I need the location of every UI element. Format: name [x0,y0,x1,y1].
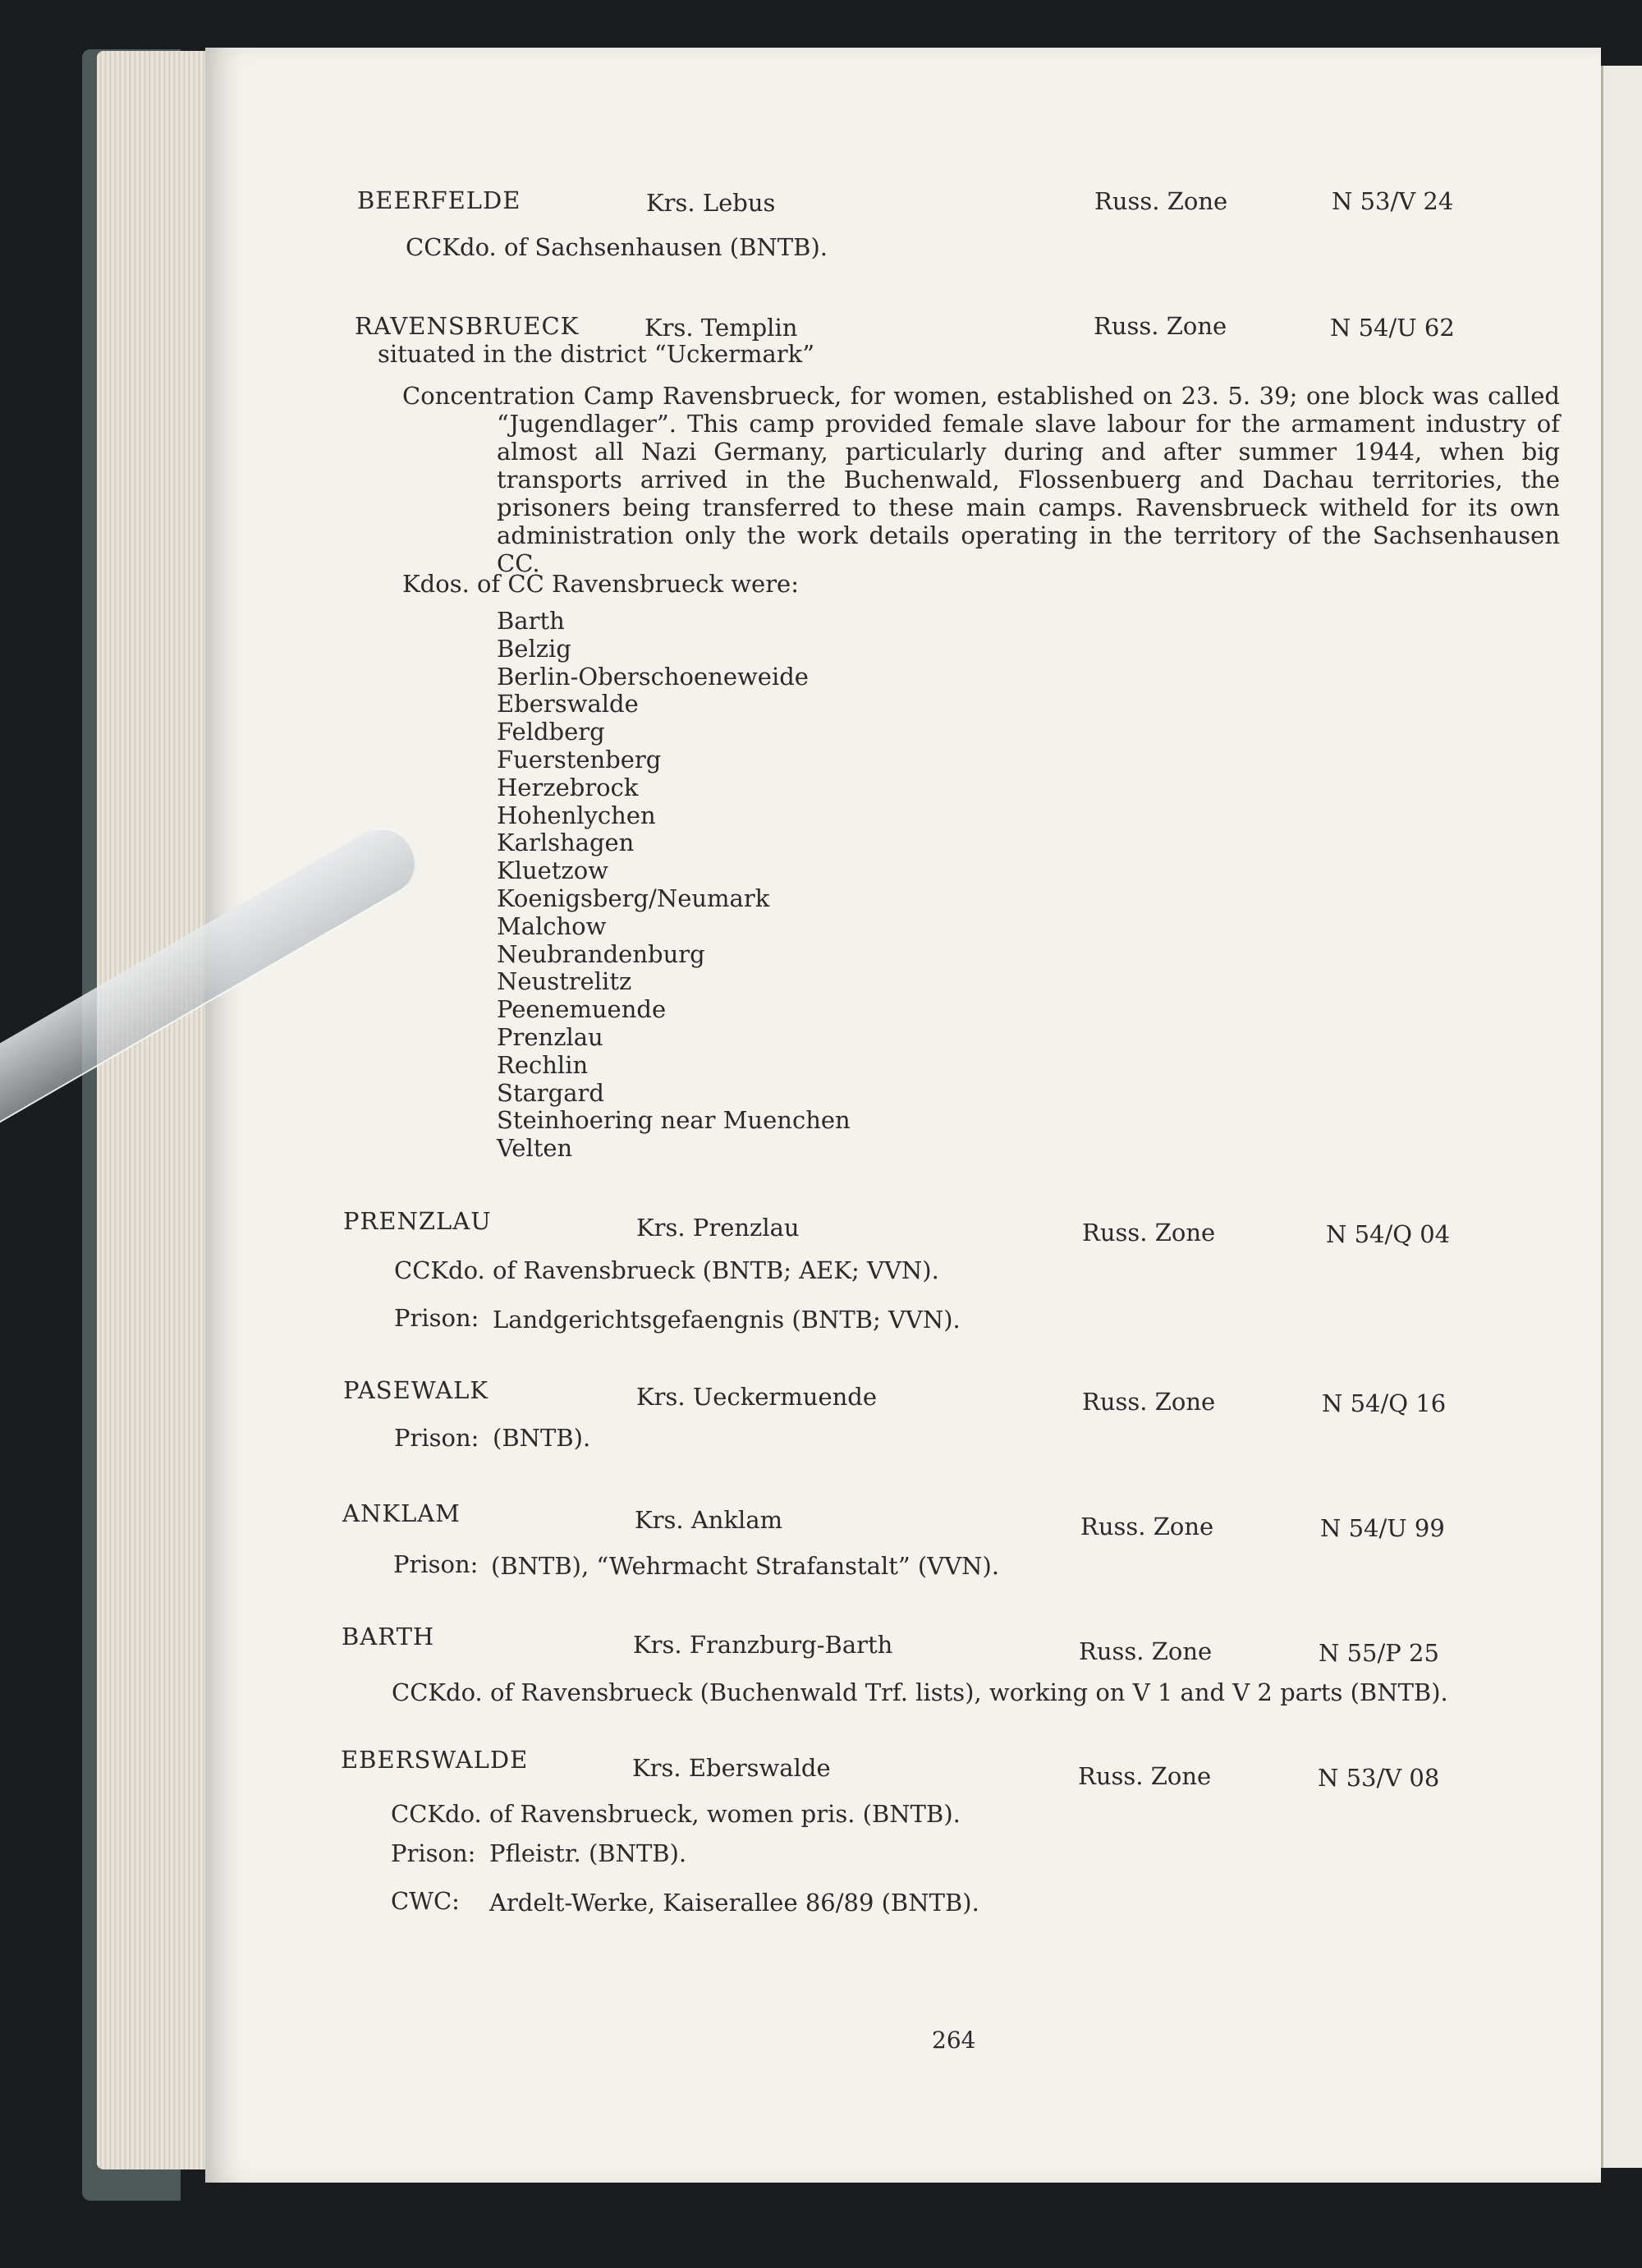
entry-barth-note: CCKdo. of Ravensbrueck (Buchenwald Trf. lists), working on V 1 and V 2 parts (BNTB). [392,1678,1448,1706]
entry-pasewalk-district: Krs. Ueckermuende [636,1383,878,1411]
entry-pasewalk-name: PASEWALK [343,1376,489,1404]
entry-eberswalde-grid: N 53/V 08 [1318,1764,1440,1792]
list-item: Steinhoering near Muenchen [497,1106,851,1135]
list-item: Prenzlau [497,1022,603,1051]
entry-prenzlau-district: Krs. Prenzlau [636,1214,800,1242]
page-number: 264 [932,2027,976,2054]
entry-pasewalk-prison: (BNTB). [493,1424,591,1452]
entry-pasewalk-label1: Prison: [394,1424,479,1452]
list-item: Stargard [497,1078,604,1107]
list-item: Velten [497,1134,573,1163]
entry-ravensbrueck-zone: Russ. Zone [1094,312,1227,340]
list-item: Hohenlychen [497,801,656,829]
entry-barth-grid: N 55/P 25 [1319,1639,1439,1667]
list-item: Barth [497,607,565,635]
entry-ravensbrueck-situated: situated in the district “Uckermark” [378,340,815,368]
list-item: Feldberg [497,718,605,746]
page-stack [97,51,220,2169]
entry-prenzlau-zone: Russ. Zone [1082,1219,1216,1246]
entry-eberswalde-zone: Russ. Zone [1078,1762,1212,1790]
entry-anklam-grid: N 54/U 99 [1320,1514,1445,1542]
facing-page-edge [1601,66,1642,2168]
entry-beerfelde-note: CCKdo. of Sachsenhausen (BNTB). [406,233,828,261]
entry-ravensbrueck-district: Krs. Templin [644,314,798,342]
entry-ravensbrueck-name: RAVENSBRUECK [355,312,580,340]
entry-beerfelde-name: BEERFELDE [357,186,521,214]
ravensbrueck-kdos-heading: Kdos. of CC Ravensbrueck were: [402,570,799,598]
list-item: Karlshagen [497,829,635,857]
entry-beerfelde-grid: N 53/V 24 [1332,187,1454,215]
entry-pasewalk-zone: Russ. Zone [1082,1388,1216,1416]
entry-anklam-district: Krs. Anklam [635,1506,783,1534]
entry-eberswalde-note: CCKdo. of Ravensbrueck, women pris. (BNTB). [391,1800,961,1828]
entry-prenzlau-note: CCKdo. of Ravensbrueck (BNTB; AEK; VVN). [394,1256,939,1284]
entry-eberswalde-cwc: Ardelt-Werke, Kaiserallee 86/89 (BNTB). [489,1889,979,1917]
entry-eberswalde-name: EBERSWALDE [341,1746,529,1774]
list-item: Neubrandenburg [497,939,705,968]
entry-barth-zone: Russ. Zone [1079,1637,1213,1665]
list-item: Kluetzow [497,856,608,885]
entry-eberswalde-district: Krs. Eberswalde [632,1754,831,1782]
list-item: Fuerstenberg [497,745,662,774]
entry-beerfelde-district: Krs. Lebus [646,189,776,217]
entry-anklam-prison: (BNTB), “Wehrmacht Strafanstalt” (VVN). [491,1552,1000,1580]
entry-eberswalde-label3: CWC: [391,1887,460,1915]
entry-barth-name: BARTH [342,1623,435,1650]
entry-eberswalde-label2: Prison: [391,1839,476,1867]
entry-anklam-zone: Russ. Zone [1080,1513,1214,1540]
entry-pasewalk-grid: N 54/Q 16 [1322,1389,1447,1417]
entry-ravensbrueck-grid: N 54/U 62 [1330,314,1455,342]
entry-eberswalde-prison: Pfleistr. (BNTB). [489,1839,687,1867]
list-item: Berlin-Oberschoeneweide [497,662,809,691]
list-item: Belzig [497,634,571,663]
entry-barth-district: Krs. Franzburg-Barth [633,1631,893,1659]
entry-anklam-label1: Prison: [393,1550,479,1578]
entry-prenzlau-grid: N 54/Q 04 [1326,1220,1451,1248]
entry-prenzlau-label2: Prison: [394,1304,479,1332]
ravensbrueck-description-text: Concentration Camp Ravensbrueck, for women, established on 23. 5. 39; one block was called “Jugendlager”. This camp provided female slave labour for the armament industry of almost all Nazi Germany, particularly during and after summer 1944, when big transports arrived in the Buchenwald, Flossenbuerg and Dachau territories, the prisoners being transferred to these main camps. Ravensbrueck witheld for its own administration only the work details operating in the territory of the Sachsenhausen CC. [402,382,1560,577]
ravensbrueck-description [402,382,1560,577]
entry-anklam-name: ANKLAM [342,1499,461,1527]
list-item: Neustrelitz [497,967,632,996]
ravensbrueck-kdos-list [497,608,851,1163]
list-item: Eberswalde [497,690,639,719]
list-item: Rechlin [497,1050,589,1079]
list-item: Koenigsberg/Neumark [497,884,770,912]
entry-prenzlau-prison: Landgerichtsgefaengnis (BNTB; VVN). [493,1306,961,1334]
list-item: Herzebrock [497,773,639,801]
list-item: Malchow [497,911,607,940]
entry-prenzlau-name: PRENZLAU [343,1207,492,1235]
entry-beerfelde-zone: Russ. Zone [1094,187,1228,215]
list-item: Peenemuende [497,995,667,1024]
